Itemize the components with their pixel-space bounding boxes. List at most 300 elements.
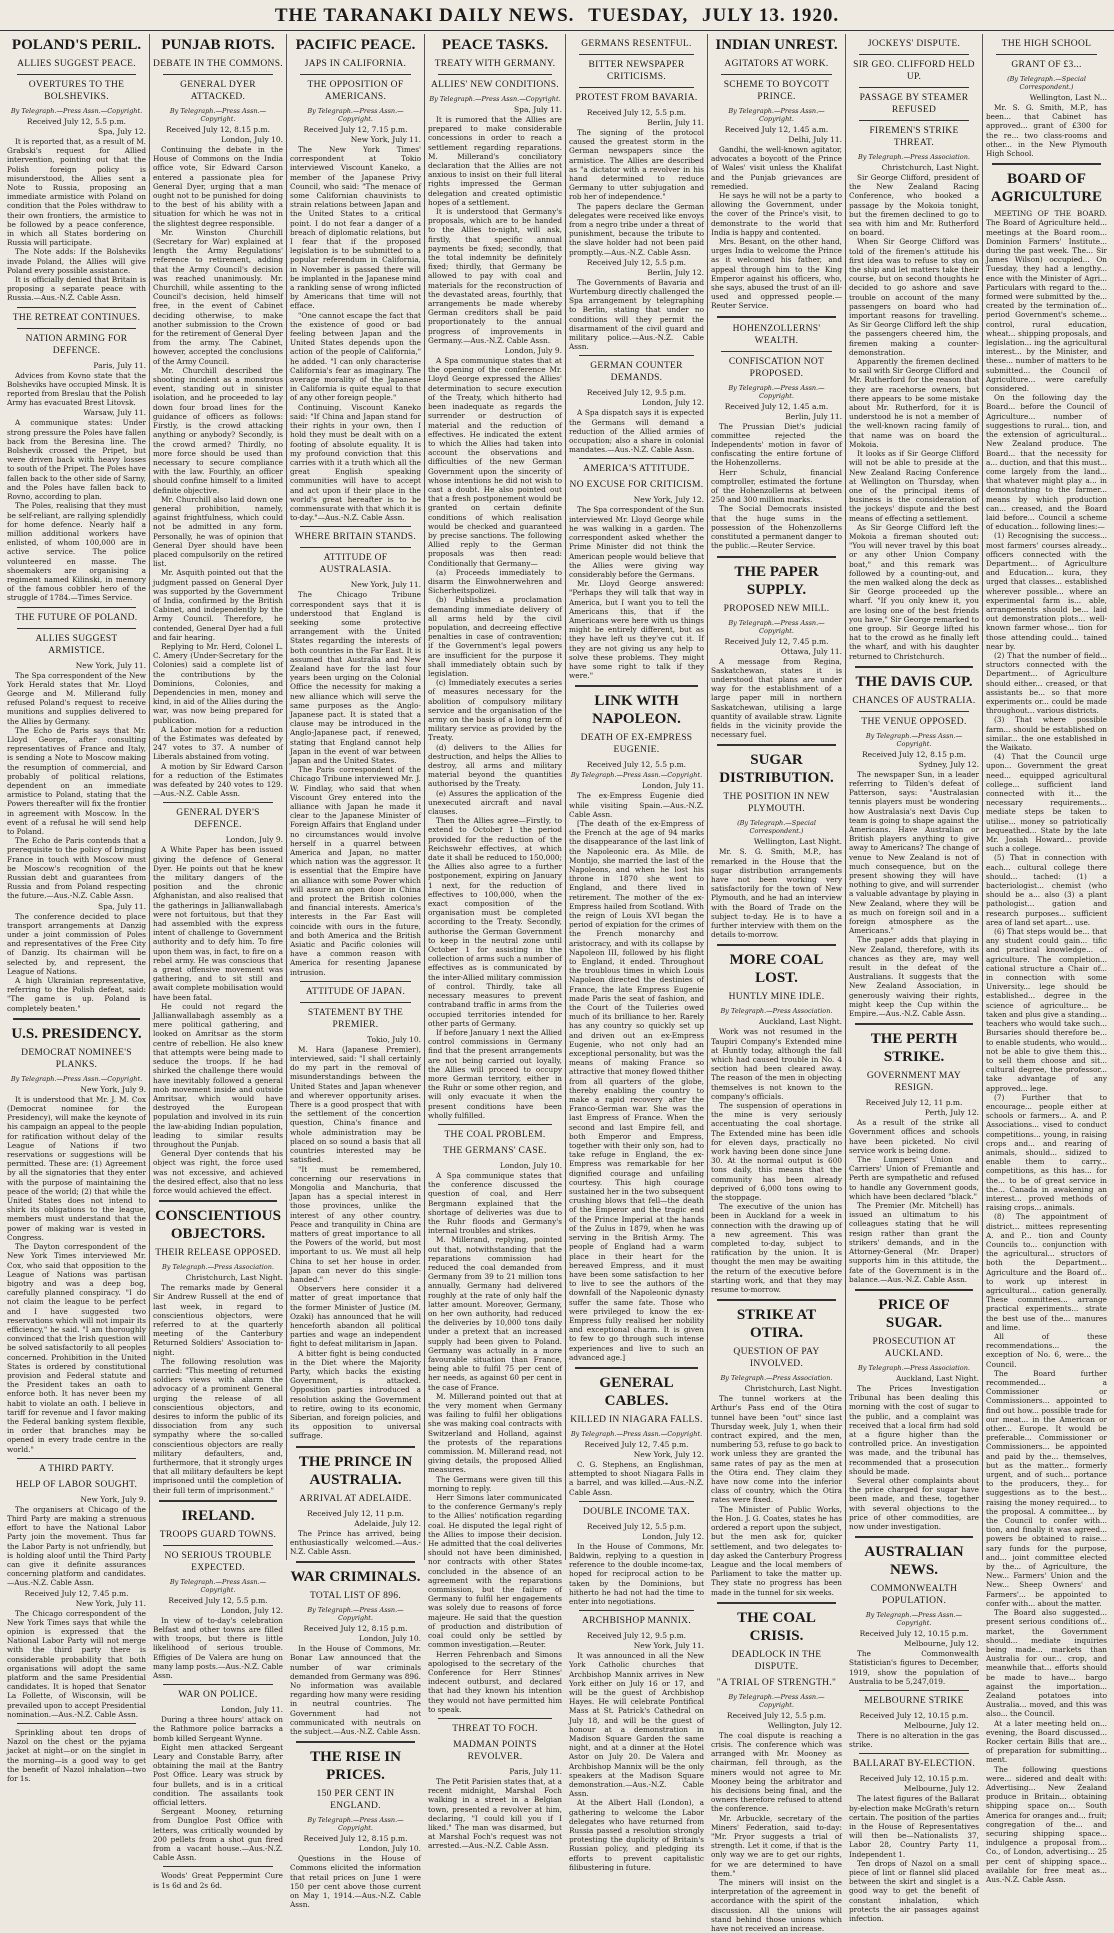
- subheadline: OVERTURES TO THE BOLSHEVIKS.: [28, 80, 125, 102]
- subheadline: NATION ARMING FOR DEFENCE.: [25, 333, 128, 356]
- byline-credit: By Telegraph.—Press Assn.—Copyright.: [728, 1692, 825, 1709]
- divider-rule: [296, 1561, 415, 1563]
- article-paragraph: M. Hara (Japanese Premier), interviewed, said: "I shall certainly do my part in the removal of misunderstandings between the United States and Japan whenever and wherever opportunity arises. There is a good prospect that with the settlement of the concertion question, China's finance and whole administration may be placed on so sound a basis that all countries interested may be satisfied.: [290, 1044, 421, 1165]
- subheadline: JOCKEYS' DISPUTE.: [867, 39, 961, 49]
- article-paragraph: (7) Further that to encourage... people either at schools or farmers... A. and P. Associations... vised to conduct competitions... young, in raising crops and... and rearing of animals, should... sidized to enable them to carry... competitions, as this has... for the... to be of great service in the... Canada in awakening an interest... proved methods of raising crops... animals.: [986, 1092, 1107, 1213]
- article-paragraph: The Board also suggested... present serious conditions of... market, the Government should... mediate inquiries being made... markets than Australia for our... crop, and meanwhile that... efforts should be made to have... bargo against the importation... Zealand potatoes into Australia... moved, and this was also... the Council.: [986, 1608, 1107, 1719]
- divider-rule: [438, 1718, 552, 1719]
- subheadline: THE GERMANS' CASE.: [443, 1145, 547, 1156]
- article-paragraph: The Chicago Tribune correspondent says that it is understood that England is seeking some protective arrangement with the United States regarding the interests of both countries in the Far East. It is assumed that Australia and New Zealand have for the last four years been urging on the Colonial Office the necessity for making a new alliance which will serve the same purposes as the Anglo-Japanese pact. It is stated that a clause may be introduced in the Anglo-Japanese pact, if renewed, stating that England cannot help Japan in the event of war between Japan and the United States.: [290, 590, 421, 765]
- article-paragraph: A Labor motion for a reduction of the Estimates was defeated by 247 votes to 37. A number of Liberals abstained from voting.: [153, 724, 283, 762]
- subheadline: HUNTLY MINE IDLE.: [728, 992, 825, 1003]
- article-paragraph: Sprinkling about ten drops of Nazol on the chest or the pyjama jacket at night—or on the singlet in the morning—is a good way to get the benefit of Nazol inhalation—two for 1s.: [7, 1728, 146, 1784]
- dateline: Ottawa, July 11.: [780, 646, 842, 656]
- article-paragraph: When Sir George Clifford was told of the firemen's attitude his first idea was to refuse to stay on the ship and let matters take their course, but on second thoughts he decided to go ashore and save trouble on account of the many passengers on board who had important reasons for travelling. As Sir George Clifford left the ship the passengers cheered him, the firemen making a counter-demonstration.: [849, 237, 979, 357]
- byline-credit: By Telegraph.—Press Association.: [720, 1007, 833, 1016]
- divider-rule: [855, 1289, 973, 1291]
- article-paragraph: The Social Democrats insisted that the huge sums in the possession of the Hohenzollerns constituted a permanent danger to the public.—Reuter Service.: [711, 504, 842, 551]
- subheadline: ALLIES' NEW CONDITIONS.: [431, 80, 559, 90]
- article-paragraph: The remarks made by General Sir Andrew Russell at the end of last week, in regard to conscientious objectors, were referred to at the quarterly meeting of the Canterbury Returned Soldiers' Association to-night.: [153, 1283, 283, 1357]
- subheadline: TREATY WITH GERMANY.: [434, 59, 556, 69]
- article-paragraph: A Spa dispatch says it is expected the Germans will demand a reduction of the Allied armies of occupation; also a share in colonial mandates.—Aus.-N.Z. Cable Assn.: [569, 408, 704, 455]
- article-paragraph: The executive of the union has been in Auckland for a week in connection with the drawing up of a new agreement. This was completed to-day, subject to ratification by the union. It is thought the men may be awaiting the return of the executive before starting work, and that they may resume to-morrow.: [711, 1202, 842, 1295]
- divider-rule: [992, 163, 1101, 165]
- dateline: Wellington, Last N...: [1029, 93, 1107, 102]
- article-paragraph: A White Paper has been issued giving the defence of General Dyer. He points out that he knew the military dangers of the position and the chronic Afghanistan, and also realised that the gatherings in Jallianwallabagh were not fortuitous, but that they had assembled with the express intent of challenge to Government authority and to defy him. To fire upon them was, in fact, to fire on a rebel army. He was conscious that a great offensive movement was gathering, and to sit still and await complete mobilisation would have been fatal.: [153, 845, 283, 1002]
- article-paragraph: Mr. Arbuckle, secretary of the Miners' Federation, said to-day: "Mr. Pryor suggests a trial of strength. Let it come, if that is the only way we are to get our rights, for we are determined to have them.": [711, 1813, 842, 1878]
- article-paragraph: A communique states: Under strong pressure the Poles have fallen back from the Beresina line. The Bolshevik crossed the Pripet, but were driven back with heavy losses to south of the Pripet. The Poles have fallen back to the other side of Sarny, and the Poles have fallen back to Rovno, according to plan.: [7, 418, 146, 502]
- headline: MORE COAL LOST.: [729, 952, 824, 987]
- headline: GENERAL CABLES.: [599, 1374, 674, 1409]
- subheadline: NO SERIOUS TROUBLE EXPECTED.: [164, 1550, 272, 1573]
- subheadline: QUESTION OF PAY INVOLVED.: [733, 1347, 820, 1370]
- subheadline: CONFISCATION NOT PROPOSED.: [728, 356, 825, 379]
- article-paragraph: C. G. Stephens, an Englishman, attempted to shoot Niagara Falls in a barrel, and was killed.—Aus.-N.Z. Cable Assn.: [569, 1459, 704, 1497]
- masthead-day: TUESDAY,: [588, 5, 689, 26]
- divider-rule: [300, 1002, 411, 1003]
- article-paragraph: It was announced in all the New York Catholic churches that Archbishop Mannix arrives in New York either on July 16 or 17, and will be the guest of Archbishop Hayes. He will celebrate Pontifical Mass at St. Patrick's Cathedral on July 18, and will be the guest of honour at a demonstration in Madison Square Garden the same night, and at a dinner at the Hotel Astor on July 20. De Valera and Archbishop Mannix will be the only speakers at the Madison Square demonstration.—Aus.-N.Z. Cable Assn.: [569, 1651, 704, 1799]
- subheadline: MELBOURNE STRIKE: [864, 1695, 964, 1706]
- columns: [4, 34, 1110, 1933]
- subheadline: TROOPS GUARD TOWNS.: [159, 1529, 277, 1540]
- subheadline: TOTAL LIST OF 896.: [309, 1591, 402, 1602]
- byline-credit: By Telegraph.—Press Association.: [720, 1374, 833, 1383]
- divider-rule: [296, 1446, 415, 1448]
- headline: PACIFIC PEACE.: [295, 37, 416, 53]
- divider-rule: [159, 1500, 277, 1502]
- received-time: Received July 12, 5.5 p.m.: [168, 1595, 268, 1605]
- divider-rule: [300, 74, 411, 75]
- subheadline: DEMOCRAT NOMINEE'S PLANKS.: [21, 1047, 132, 1070]
- byline-credit: By Telegraph.—Press Assn.—Copyright.: [10, 1074, 143, 1083]
- masthead-date: JULY 13. 1920.: [701, 5, 840, 26]
- article-paragraph: The latest figures of the Ballarat by-election make McGrath's return certain. The position of the parties in the House of Representatives will then be—Nationalists 37, Labor 28, Country Party 11, Independent 1.: [849, 1794, 979, 1859]
- subheadline: KILLED IN NIAGARA FALLS.: [570, 1414, 703, 1425]
- dateline: New York, July 11.: [75, 660, 146, 670]
- received-time: Received July 12, 7.45 p.m.: [584, 1439, 689, 1449]
- received-time: Received July 12, 5.5 p.m.: [586, 108, 687, 117]
- subheadline: THREAT TO FOCH.: [452, 1723, 538, 1734]
- divider-rule: [579, 1501, 694, 1502]
- dateline: Melbourne, July 12.: [903, 1720, 979, 1730]
- article-paragraph: Observers here consider it a matter of great importance that the former Minister of Justice (M. Ozaki) has announced that he will henceforth abandon all political parties and wage an independent fight to defeat militarism in Japan.: [290, 1284, 421, 1349]
- divider-rule: [855, 1023, 973, 1025]
- article-paragraph: He could not regard the Jallianwallabagh assembly as a mere political gathering, and looked on Amritsar as the storm centre of rebellion. He also knew that attempts were being made to seduce the troops. If he had shirked the challenge there would have inevitably followed a general mob movement inside and outside Amritsar, which would have destroyed the European population and involved in its ruin the law-abiding Indian population, leading to similar results throughout the Punjab.: [153, 1001, 283, 1149]
- dateline: Delhi, July 11.: [788, 135, 842, 144]
- masthead-title: THE TARANAKI DAILY NEWS.: [274, 5, 575, 26]
- divider-rule: [996, 54, 1097, 55]
- divider-rule: [17, 307, 136, 308]
- received-time: Received July 12, 5.5 p.m.: [26, 117, 127, 126]
- article-paragraph: A motion by Sir Edward Carson for a reduction of the Estimates was defeated by 240 votes to 129.—Aus.-N.Z. Cable Assn.: [153, 761, 283, 799]
- column-3: [287, 34, 425, 1910]
- divider-rule: [300, 526, 411, 527]
- divider-rule: [438, 74, 552, 75]
- divider-rule: [159, 1200, 277, 1202]
- dateline: Warsaw, July 11.: [83, 408, 146, 418]
- article-paragraph: It is reported that, as a result of M. Grabski's request for Allied intervention, pointing out that the Polish foreign policy is misunderstood, the Allies sent a Note to Russia, proposing an immediate armistice with Poland on condition that the Poles withdraw to their own frontiers, the armistice to be followed by a peace conference, in which all States bordering on Russia will participate.: [7, 137, 146, 248]
- subheadline: STATEMENT BY THE PREMIER.: [307, 1007, 404, 1030]
- dateline: Wellington, Last Night.: [753, 837, 842, 847]
- dateline: Paris, July 11.: [93, 360, 146, 370]
- article-paragraph: The tunnel workers at the Arthur's Pass end of the Otira tunnel have been "out" since last Thursday week, July 1, when their contract expired, and the men, numbering 53, refuse to go back to work unless they are granted the same rates of pay as the men at the Otira end. They claim they have now come into the inferior class of country, which the Otira rates were fixed.: [711, 1394, 842, 1505]
- headline: PEACE TASKS.: [441, 37, 549, 53]
- article-paragraph: Then the Allies agree—Firstly, to extend to October 1 the period provided for the reduction of the Reichswehr effectives, at which date it shall be reduced to 150,000; the Allies also agree to a further postponement, expiring on January 1 next, for the reduction of effectives to 100,000, when the exact composition of the organisation must be completed according to the Treaty. Secondly, authorise the German Government to keep in the neutral zone until October 1 for assisting in the collection of arms such a number of effectives as is communicated by the inter-Allied military commission of control. Thirdly, take all necessary measures to prevent contraband traffic in arms from the occupied territories intended for other parts of Germany.: [428, 816, 562, 1028]
- headline: IRELAND.: [181, 1507, 255, 1524]
- subheadline: AGITATORS AT WORK.: [724, 59, 829, 69]
- divider-rule: [717, 556, 836, 558]
- received-time: Received July 12, 10.15 p.m.: [859, 1774, 969, 1784]
- subheadline: ATTITUDE OF JAPAN.: [305, 986, 406, 997]
- article-paragraph: At the Albert Hall (London), a gathering to welcome the Labor delegates who have returned from Russia passed a resolution strongly protesting the duplicity of Britain's Russian policy, and pledging its efforts to prevent capitalistic filibustering in future.: [569, 1798, 704, 1872]
- headline: STRIKE AT OTIRA.: [736, 1307, 817, 1342]
- subheadline: DEATH OF EX-EMPRESS EUGENIE.: [580, 733, 693, 756]
- article-paragraph: MEETING OF THE BOARD. The Board of Agriculture held... meetings at the Board room... Dominion Farmers' Institute... during the past week. The... Sir James Wilson) occupied... On Tuesday, they had a lengthy... ence with the Minister of Agri... Particulars with regard to the... formed were submitted by the... created by the termination of... period Government's scheme... control, rural education, wheat... shipping proposals, and legislation... ing the agricultural interest... by the Minister, and these... number of matters to be submitted... the Council of Agriculture... were carefully considered.: [986, 209, 1107, 394]
- article-paragraph: The following resolution was carried: "This meeting of returned soldiers views with alarm the advocacy of a prominent General urging the release of all conscientious objectors, and desires to inform the public of its dissociation from any such sympathy where the so-called conscientious objectors are really military defaulters, and, furthermore, that it strongly urges that all military defaulters be kept imprisoned until the completion of their full term of imprisonment.": [153, 1356, 283, 1495]
- article-paragraph: The ex-Empress Eugenie died while visiting Spain.—Aus.-N.Z. Cable Assn.: [569, 791, 704, 819]
- byline-credit: By Telegraph.—Press Assn.—Copyright.: [570, 1429, 703, 1438]
- received-time: Received July 12, 10.15 p.m.: [859, 1629, 969, 1639]
- byline-credit: By Telegraph.—Press Association.: [858, 153, 970, 161]
- subheadline: CHANCES OF AUSTRALIA.: [852, 695, 976, 706]
- dateline: London, July 10.: [358, 1844, 421, 1854]
- headline: POLAND'S PERIL.: [11, 37, 142, 53]
- subheadline: THE OPPOSITION OF AMERICANS.: [307, 80, 404, 102]
- article-paragraph: (d) delivers to the Allies for destruction, and helps the Allies to destroy, all arms and military material beyond the quantities authorised by the Treaty.: [428, 742, 562, 789]
- article-paragraph: The Echo de Paris says that Mr. Lloyd George, after consulting representatives of France and Italy, is sending a Note to Moscow making the resumption of commercial, and probably of political relations, dependent on an immediate armistice to Poland, stating that the Powers thereafter will fix the frontier in agreement with Moscow. In the event of a refusal he will send help to Poland.: [7, 725, 146, 836]
- article-paragraph: "One cannot escape the fact that the existence of good or bad feeling between Japan and the United States depends upon the action of the people of California," he added. "I can only characterise California's fear as imaginary. The average morality of the Japanese in California is quite equal to that of any other foreign people.": [290, 310, 421, 403]
- article-paragraph: A bitter fight is being conducted in the Diet where the Majority Party, which backs the existing Government, is attacked. Opposition parties introduced a resolution asking the Government to retire, owing to its economic, Siberian, and foreign policies, and its opposition to universal suffrage.: [290, 1348, 421, 1441]
- byline-credit: By Telegraph.—Press Assn.—Copyright.: [728, 618, 825, 635]
- byline-credit: By Telegraph.—Press Assn.—Copyright.: [169, 1577, 267, 1594]
- article-paragraph: The paper adds that playing in New Zealand, therefore, with its chances as they are, may well result in the defeat of the Australians. It suggests that the New Zealand Association, in generously waiving their rights, might keep the Cup within the Empire.—Aus.-N.Z. Cable Assn.: [849, 935, 979, 1019]
- article-paragraph: The organisers at Chicago of the Third Party are making a strenuous effort to have the National Labor Party join the movement. Thus far the Labor Party is not unfriendly, but is holding aloof until the Third Party can give it definite assurances concerning platform and candidates.—Aus.-N.Z. Cable Assn.: [7, 1504, 146, 1588]
- received-time: Received July 12, 11 p.m.: [307, 1508, 404, 1518]
- subheadline: JAPS IN CALIFORNIA.: [304, 59, 407, 69]
- article-paragraph: Mr. S. G. Smith, M.P., has remarked in the House that the sugar distribution arrangements have not been working very satisfactorily for the town of New Plymouth, and he had an interview with the Board of Trade on the subject to-day. He is to have a further interview with them on the details to-morrow.: [711, 847, 842, 940]
- received-time: Received July 12, 7.45 p.m.: [724, 636, 829, 646]
- column-5: [566, 34, 708, 1872]
- headline: THE RISE IN PRICES.: [310, 1749, 401, 1784]
- subheadline: A THIRD PARTY.: [39, 1463, 114, 1474]
- subheadline: COMMONWEALTH POPULATION.: [870, 1584, 958, 1607]
- article-paragraph: The Paris correspondent of the Chicago Tribune interviewed Mr. J. W. Findlay, who said that when Viscount Grey entered into the alliance with Japan he made it clear to the Japanese Minister of Foreign Affairs that England under no circumstances would involve herself in a quarrel between America and Japan, no matter which nation was the aggressor. It is essential that the Empire have an alliance with some Power which will assure an open door in China and protect the British colonies and financial interests. America's interests in the Far East will coincide with ours in the future, and both America and the British Asiatic and Pacific colonies will have a common reason with America for resenting Japanese intrusion.: [290, 765, 421, 977]
- subheadline: SCHEME TO BOYCOTT PRINCE.: [723, 80, 830, 102]
- divider-rule: [163, 1545, 273, 1546]
- divider-rule: [575, 1367, 698, 1369]
- dateline: New York, July 11.: [350, 580, 421, 590]
- dateline: Perth, July 12.: [924, 1108, 979, 1118]
- article-paragraph: All of these recommendations... the exception of No. 6, were... the Council.: [986, 1332, 1107, 1369]
- divider-rule: [438, 1124, 552, 1125]
- headline: THE PERTH STRIKE.: [870, 1031, 958, 1066]
- dateline: London, July 11.: [641, 781, 704, 791]
- dateline: London, July 12.: [641, 1531, 704, 1541]
- article-paragraph: It is officially denied that Britain is proposing a separate peace with Russia.—Aus.-N.Z. Cable Assn.: [7, 275, 146, 303]
- article-paragraph: The Echo de Paris contends that a prerequisite to the policy of bringing France in touch with Moscow must be Moscow's recognition of the Russian debt and guarantees from Russia and from Poland respecting the future.—Aus.-N.Z. Cable Assn.: [7, 836, 146, 901]
- headline: U.S. PRESIDENCY.: [11, 1025, 142, 1042]
- subheadline: NO EXCUSE FOR CRITICISM.: [569, 480, 704, 491]
- divider-rule: [859, 1690, 969, 1691]
- column-4: [425, 34, 566, 1851]
- dateline: Berlin, July 11.: [647, 118, 704, 127]
- dateline: Auckland, Last Night.: [896, 1373, 979, 1383]
- dateline: New York, July 11.: [633, 1641, 704, 1651]
- divider-rule: [717, 1299, 836, 1301]
- article-paragraph: If before January 1 next the Allied control commissions in Germany find that the present arrangements are not being carried out loyally, the Allies will proceed to occupy more German territory, either in the Ruhr or some other region, and will only evacuate it when the present conditions have been wholly fulfilled.: [428, 1027, 562, 1120]
- dateline: Paris, July 11.: [509, 1766, 562, 1776]
- subheadline: GERMAN COUNTER DEMANDS.: [590, 361, 683, 384]
- article-paragraph: In view of to-day's celebration Belfast and other towns are filled with troops, but there is little likelihood of serious trouble. Effigies of De Valera are hung on many lamp posts.—Aus.-N.Z. Cable Assn.: [153, 1615, 283, 1681]
- byline-credit: By Telegraph.—Press Assn.—Copyright.: [307, 1816, 404, 1833]
- article-paragraph: Mr. Asquith pointed out that the judgment passed on General Dyer was supported by the Government of India, confirmed by the British Cabinet, and independently by the Army Council. Therefore, he contended, General Dyer had a full and fair hearing.: [153, 568, 283, 642]
- dateline: Berlin, July 11.: [785, 411, 842, 421]
- article-paragraph: The Lumpers' Union and Carriers' Union of Fremantle and Perth are sympathetic and refused to handle any Government goods, which have been declared "black.": [849, 1155, 979, 1201]
- divider-rule: [859, 87, 969, 88]
- dateline: Berlin, July 12.: [647, 267, 704, 277]
- column-8: [983, 34, 1110, 1884]
- divider-rule: [17, 74, 136, 75]
- dateline: Christchurch, Last Night.: [881, 163, 979, 172]
- article-paragraph: (1) Recognising the success... most farmers' courses already... officers connected with the Department... of Agriculture and Education... kura, they urged that classes... established wherever possible... where an experimental farm is... able, arrangements should be... laid out demonstration plots... well-known farmer whose... tion for those attending could... tained near by.: [986, 531, 1107, 651]
- article-paragraph: The Spa correspondent of the Sun interviewed Mr. Lloyd George while he was walking in a garden. The correspondent asked whether the Prime Minister did not think the American people would believe that the Allies were giving way considerably before the Germans.: [569, 505, 704, 579]
- headline: PUNJAB RIOTS.: [161, 37, 275, 53]
- column-7: [846, 34, 983, 1924]
- subheadline: GENERAL DYER ATTACKED.: [180, 80, 256, 102]
- article-paragraph: The Prince has arrived, being enthusiastically welcomed.—Aus.-N.Z. Cable Assn.: [290, 1528, 421, 1556]
- headline: SUGAR DISTRIBUTION.: [719, 752, 834, 787]
- received-time: Received July 12, 5.5 p.m.: [586, 760, 687, 770]
- headline: CONSCIENTIOUS OBJECTORS.: [155, 1208, 281, 1243]
- article-paragraph: Mrs. Besant, on the other hand, urges India to welcome the Prince as it welcomed his father, and appeal through him to the King Emperor against his officers, who, she says, abused the trust of an ill-used and oppressed people.—Reuter Service.: [711, 237, 842, 311]
- dateline: New York, July 9.: [80, 1494, 146, 1504]
- divider-rule: [717, 1602, 836, 1604]
- headline: WAR CRIMINALS.: [290, 1569, 421, 1586]
- subheadline: GERMANS RESENTFUL.: [581, 39, 692, 49]
- divider-rule: [17, 1458, 136, 1459]
- article-paragraph: The Spa correspondent of the New York Herald states that Mr. Lloyd George and M. Millerand fully refused Poland's request to receive munitions and supplies delivered to the Allies by Germany.: [7, 670, 146, 726]
- article-paragraph: Mr. S. G. Smith, M.P., has been... that Cabinet has approved... grant of £300 for the re... two class-rooms and other... in the New Plymouth High School.: [986, 103, 1107, 159]
- subheadline: PASSAGE BY STEAMER REFUSED: [859, 93, 969, 115]
- headline: THE PRINCE IN AUSTRALIA.: [298, 1453, 413, 1488]
- column-1: [4, 34, 150, 1784]
- article-paragraph: Mr. Winston Churchill (Secretary for War) explained at length the Army Regulations' reference to retirement, adding that the Army Council's decision was reached unanimously. Mr. Churchill, while assenting to the Council's decision, held himself free, in the event of Cabinet deciding otherwise, to make another submission to the Crown for the retirement of General Dyer from the army. The Cabinet, however, accepted the conclusions of the Army Council.: [153, 227, 283, 366]
- headline: THE DAVIS CUP.: [855, 673, 973, 690]
- article-paragraph: The following questions were... sidered and dealt with: Advertising... New Zealand produce in Britain... obtaining shipping space on... South America for oranges and... fruit; congregation of the... and securing shipping space... indulgence a proposal from... Co., of London, advertising... 25 per cent of shipping space... available for free meat as... Aus.-N.Z. Cable Assn.: [986, 1764, 1107, 1884]
- article-paragraph: The Commonwealth Statistician's figures to December, 1919, show the population of Australia to be 5,247,019.: [849, 1649, 979, 1686]
- dateline: Spa, July 11.: [514, 105, 562, 114]
- subheadline: GOVERNMENT MAY RESIGN.: [866, 1071, 962, 1094]
- dateline: Auckland, Last Night.: [759, 1017, 842, 1027]
- article-paragraph: The Board further recommended... a Commissioner or Commissioners... appointed to find out how... possible trade for our meat... in the American or other... Europe. It would be preferable... Commissioner or Commissioners... be appointed and paid by the... themselves, but as the matter... formerly urgent, and of such... portance to the producers, they... for suggestions as to the best... raising the money required... to the proposal. A committee... by the Council to confer with... tion, and finally it was agreed... powers be obtained to raise... sary funds for the purpose, and... joint committee elected by the... of Agriculture, the New... Farmers' Union and the New... Sheep Owners' and Farmers'... be appointed to confer with... about the matter.: [986, 1368, 1107, 1608]
- divider-rule: [859, 711, 969, 712]
- byline-credit: By Telegraph.—Press Assn.—Copyright.: [10, 107, 143, 115]
- headline: PRICE OF SUGAR.: [878, 1296, 950, 1331]
- byline-credit: By Telegraph.—Press Association.: [162, 1263, 274, 1272]
- article-paragraph: The suspension of operations in the mine is very seriously accentuating the coal shortage. The Extended mine has been idle for eleven days, practically no work having been done since June 30. At the normal output is 600 tons daily, this means that the community has been already deprived of 6,000 tons owing to the stoppage.: [711, 1100, 842, 1203]
- subheadline: BALLARAT BY-ELECTION.: [852, 1759, 976, 1770]
- subheadline: THE HIGH SCHOOL: [1001, 39, 1092, 49]
- article-paragraph: During a three hours' attack on the Rathmore police barracks a bomb killed Sergeant Wynne.: [153, 1715, 283, 1743]
- subheadline: DOUBLE INCOME TAX.: [582, 1506, 691, 1517]
- received-time: Received July 12, 1.45 a.m.: [724, 125, 829, 134]
- headline: BOARD OF AGRICULTURE: [990, 171, 1103, 206]
- received-time: Received July 12, 5.5 p.m.: [726, 1710, 827, 1720]
- received-time: Received July 12, 5.5 p.m.: [586, 1521, 687, 1531]
- dateline: London, July 12.: [220, 1605, 283, 1615]
- article-paragraph: The conference decided to place transport arrangements at Danzig under a joint commission of Poles and representatives of the Free City of Danzig. Its chairman will be selected by, and represent, the League of Nations.: [7, 911, 146, 976]
- byline-credit: By Telegraph.—Press Assn.—Copyright.: [429, 95, 561, 103]
- received-time: Received July 12, 8.15 p.m.: [166, 125, 270, 134]
- article-paragraph: It is rumored that the Allies are prepared to make considerable concessions in order to reach a settlement regarding reparations. M. Millerand's conciliatory declaration that the Allies are not anxious to insist on their full literal rights impressed the German delegation and created optimistic hopes of a settlement.: [428, 115, 562, 207]
- article-paragraph: Woods' Great Peppermint Cure is 1s 6d and 2s 6d.: [153, 1871, 283, 1890]
- divider-rule: [300, 981, 411, 982]
- article-paragraph: (c) Immediately executes a series of measures necessary for the abolition of compulsory military service and the organisation of the army on the basis of a long term of military service as provided by the Treaty.: [428, 678, 562, 743]
- article-paragraph: The New York Times' correspondent at Tokio interviewed Viscount Kaneko, a member of the Japanese Privy Council, who said: "The menace of some Californian chauvinists to strain relations between Japan and the United States to a critical point. I do not fear a danger of a breach of diplomatic relations, but I fear that if the proposed legislation is to be submitted to a popular referendum in California, in November is passed there will be implanted in the Japanese mind a rankling sense of wrong inflicted by Americans that time will not efface.: [290, 145, 421, 311]
- article-paragraph: The coal dispute is reaching a crisis. The conference which was arranged with Mr. Mooney as chairman, fell through, as the miners would not agree to Mr. Mooney being the arbitrator and his decisions being final, and the owners therefore refused to attend the conference.: [711, 1730, 842, 1814]
- received-time: Received July 12, 1.45 a.m.: [724, 401, 829, 411]
- received-time: Received July 12, 10.15 p.m.: [859, 1710, 969, 1720]
- article-paragraph: A Spa communique states that the conference discussed the question of coal, and Herr Bergmann explained that the shortage of deliveries was due to the Ruhr floods and Germany's internal troubles and strikes.: [428, 1170, 562, 1236]
- divider-rule: [579, 1610, 694, 1611]
- article-paragraph: Apparently the firemen declined to sail with Sir George Clifford and Mr. Rutherford for the reason that they are racehorse owners, but there appears to be some mistake about Mr. Rutherford, for it is understood he is not a member of the well-known racing family of that name was on board the Mokoia.: [849, 357, 979, 449]
- article-paragraph: Herr Simons later communicated to the conference Germany's reply to the Allies' notification regarding coal. He disputed the legal right of the Allies to impose their decision. He admitted that the coal deliveries should not have been diminished, nor contracts with other States concluded in the absence of an agreement with the reparations commission, but the failure of Germany to fulfil her engagements was solely due to reasons of force majeure. He said that the question of production and distribution of coal could only be settled by common investigation.—Reuter.: [428, 1493, 562, 1650]
- dateline: Wellington, July 12.: [767, 1720, 842, 1730]
- article-paragraph: (3) That where possible farm... should be established on similar... the one established in the Waikato.: [986, 715, 1107, 752]
- divider-rule: [13, 1018, 140, 1020]
- divider-rule: [579, 458, 694, 459]
- divider-rule: [17, 607, 136, 608]
- article-paragraph: As Sir George Clifford left the Mokoia a fireman shouted out: "You will never travel by this boat or any other Union Company boat," and this remark was followed by a counting-out, and the men walked along the deck as Sir George proceeded up the wharf. "If you only knew it, you are losing one of the best friends you have," Sir George remarked to one group. Sir George lifted his hat to the crowd as he finally left the wharf, and with his daughter returned to Christchurch.: [849, 522, 979, 661]
- article-paragraph: The Note adds: If the Bolsheviks invade Poland, the Allies will give Poland every possible assistance.: [7, 247, 146, 275]
- subheadline: FIREMEN'S STRIKE THREAT.: [869, 126, 959, 148]
- article-paragraph: He says he will not be a party to allowing the Government, under the cover of the Prince's visit, to demonstrate to the world that India is happy and contented.: [711, 191, 842, 237]
- dateline: London, July 9.: [225, 835, 283, 845]
- dateline: Spa, July 11.: [98, 901, 146, 911]
- article-paragraph: The Prices Investigation Tribunal has been dealing this morning with the cost of sugar to the public, and a complaint was received that a local firm had sold at a figure higher than the controlled price. An investigation was made, and the tribunal has recommended that a prosecution should be made.: [849, 1383, 979, 1476]
- article-paragraph: A Spa communique states that at the opening of the conference Mr. Lloyd George expressed the Allies' determination to secure execution of the Treaty, which hitherto had been inadequate as regards the surrender or destruction of material and the reduction of effectives. He indicated the extent to which the Allies had taken into account the observations and difficulties of the new German Government upon the sincerity of whose intentions he did not wish to cast a doubt. He also pointed out that a fresh postponement would be granted on certain definite conditions of which realisation would be checked and guaranteed by precise sanctions. The following Allied reply to the German proposals was then read: Conditionally that Germany—: [428, 356, 562, 568]
- article-paragraph: The Poles, realising that they must be self-reliant, are rallying splendidly for home defence. Nearly half a million additional workers have enlisted, of whom 100,000 are in active service. The police volunteered en masse. The shoemakers are organising a regiment named Kilinski, in memory of the famous cobbler hero of the struggle of 1784.—Times Service.: [7, 501, 146, 603]
- article-paragraph: The miners will insist on the interpretation of the agreement in accordance with the spirit of the discussion. All the unions will stand behind those unions which have not received an increase.: [711, 1877, 842, 1933]
- byline-credit: By Telegraph.—Press Assn.—Copyright.: [865, 1611, 963, 1628]
- divider-rule: [163, 802, 273, 803]
- byline-credit: By Telegraph.—Press Assn.—Copyright.: [728, 107, 825, 123]
- article-paragraph: (2) That the number of field... structors connected with the Department... of Agriculture should either... creased, or that assistants be... so that more experiments or... could be made throughout... various districts.: [986, 650, 1107, 716]
- article-paragraph: Replying to Mr. Herd, Colonel L. C. Amery (Under-Secretary for the Colonies) said a complete list of the contributions by the Dominions, Colonies, and Dependencies in men, money and kind, in aid of the Allies during the war, was now being prepared for publication.: [153, 641, 283, 725]
- divider-rule: [163, 74, 273, 75]
- article-paragraph: (5) That in connection with each... cultural college there should... tached: (1) a bacteriologist... chemist (who should be a... also (3) a plant pathologist... gation and research purposes... sufficient area of land set apart... use.: [986, 853, 1107, 927]
- dateline: New York, July 11.: [350, 135, 421, 144]
- article-paragraph: Several other complaints about the price charged for sugar have been made, and these, together with several objections to the price of other commodities, are now under investigation.: [849, 1475, 979, 1531]
- dateline: Christchurch, Last Night.: [185, 1273, 283, 1283]
- subheadline: PROPOSED NEW MILL.: [723, 603, 830, 614]
- headline: THE PAPER SUPPLY.: [734, 563, 819, 598]
- subheadline: AMERICA'S ATTITUDE.: [583, 464, 690, 475]
- article-paragraph: Continuing the debate in the House of Commons on the India office vote, Sir Edward Carson entered a passionate plea for General Dyer, urging that a man ought not to be punished for doing to the best of his ability with a situation for which he was not in the slightest degree responsible.: [153, 145, 283, 228]
- divider-rule: [300, 547, 411, 548]
- dateline: Christchurch, Last Night.: [744, 1384, 842, 1394]
- article-paragraph: (b) Publishes a proclamation demanding immediate delivery of all arms held by the civil population, and decreeing effective penalties in case of contravention; if the Government's legal powers are insufficient for the purpose it shall immediately obtain such by legislation.: [428, 595, 562, 678]
- received-time: Received July 12, 8.15 p.m.: [862, 749, 966, 759]
- received-time: Received July 12, 8.15 p.m.: [303, 1834, 408, 1844]
- article-paragraph: (a) Proceeds immediately to disarm the Einwohnerwehren and Sicherheitspolizei.: [428, 567, 562, 596]
- byline-credit: (By Telegraph.—Special Correspondent.): [737, 819, 816, 836]
- byline-credit: By Telegraph.—Press Assn.—Copyright.: [570, 771, 703, 780]
- article-paragraph: A message from Regina, Saskatchewan, states it is understood that plans are under way for the establishment of a large paper mill in northern Saskatchewan, utilising a large quantity of available straw. Lignite fields in the vicinity provide the necessary fuel.: [711, 656, 842, 740]
- byline-credit: By Telegraph.—Press Assn.—Copyright.: [865, 731, 963, 748]
- subheadline: ATTITUDE OF AUSTRALASIA.: [319, 553, 392, 576]
- article-paragraph: Sergeant Mooney, returning from Dungloe Post Office with letters, was critically wounded by 200 pellets from a shot gun fired from a vacant house.—Aus.-N.Z. Cable Assn.: [153, 1807, 283, 1863]
- byline-credit: By Telegraph.—Press Association.: [858, 1363, 970, 1372]
- divider-rule: [579, 54, 694, 55]
- article-paragraph: Work was not resumed in the Taupiri Company's Extended mine at Huntly today, although the fall which had caused trouble in No. 4 section had been cleared away. The reason of the men in objecting themselves is not known to the company's officials.: [711, 1027, 842, 1101]
- article-paragraph: (4) That the Council urge upon... Government the great need... equipped agricultural college... sufficient land connected with it... the necessary requirements... mediate steps be taken to utilise... money so patriotically bequeathed... State by the late Mr. Josiah Howard... provide such a college.: [986, 752, 1107, 854]
- received-time: Received July 12, 8.15 p.m.: [303, 1624, 408, 1634]
- received-time: Received July 12, 9.5 p.m.: [586, 1631, 687, 1641]
- article-paragraph: Continuing, Viscount Kaneko said: "If China and Japan stand for their rights in your own, then I hold they must be dealt with on a footing of absolute equality. It is my profound conviction that this carries with it a truth which all the great English speaking communities will have to accept and act upon if their place in the world's great hereafter is to be commensurate with that which it is to-day."—Aus.-N.Z. Cable Assn.: [290, 402, 422, 523]
- subheadline: THE COAL PROBLEM.: [444, 1129, 546, 1140]
- received-time: Received July 12, 7.15 p.m.: [303, 125, 408, 134]
- byline-credit: (By Telegraph.—Special Correspondent.): [1007, 75, 1086, 91]
- divider-rule: [859, 1753, 969, 1754]
- column-6: [708, 34, 846, 1933]
- divider-rule: [17, 1723, 136, 1724]
- headline: INDIAN UNREST.: [715, 37, 838, 53]
- divider-rule: [717, 944, 836, 946]
- article-paragraph: The Governments of Bavaria and Wurtemburg directly challenged the Spa arrangement by telegraphing to Berlin, stating that under no conditions will they permit the disarmament of the civil guard and military police.—Aus.-N.Z. Cable Assn.: [569, 277, 704, 352]
- article-paragraph: Mr. Churchill described the shooting incident as a monstrous event, standing out in sinister isolation, and he proceeded to lay down four broad lines for the guidance of officers as follows: Firstly, is the crowd attacking anything or anybody? Secondly, is the crowd armed? Thirdly, no more force should be used than necessary to secure compliance with the law. Fourthly, an officer should confine himself to a limited definite objective.: [153, 365, 283, 495]
- subheadline: ARCHBISHOP MANNIX.: [581, 1616, 692, 1627]
- received-time: Received July 12, 9.5 p.m.: [586, 388, 687, 398]
- article-paragraph: "It must be remembered, concerning our reservations in Mongolia and Manchuria, that Japan has a special interest in those provinces, unlike the interest of any other country. Peace and tranquility in China are matters of great importance to all the Powers of the world, but most important to us. We must all help China to set her house in order. Japan can never do this single-handed.": [290, 1164, 421, 1284]
- article-paragraph: It is understood that Mr. J. M. Cox (Democrat nominee for the Presidency), will make the keynote of his campaign an appeal to the people for ratification without delay of the League of Nations if two reservations or suggestions will be permitted. These are: (1) Agreement by all the signatories that they enter with the purpose of maintaining the peace of the world; (2) that while the United States does not intend to shirk its obligations to the league, members must understand that the power of making war is vested in Congress.: [7, 1094, 146, 1242]
- article-paragraph: In the House of Commons, Mr. Bonar Law announced that the number of war criminals demanded from Germany was 896. No information was available regarding how many were residing in neutral countries. The Government had not communicated with neutrals on the subject.—Aus.-N.Z. Cable Assn.: [290, 1644, 421, 1737]
- article-paragraph: The Chicago correspondent of the New York Times says that while the opinion is expressed that the National Labor Party will not merge with the third party there is considerable probability that both organisations will adopt the same platform and the same Presidential candidates. It is hoped that Senator La Follette, of Wisconsin, will be prevailed upon to accept Presidential nomination.—Aus.-N.Z. Cable Assn.: [7, 1608, 146, 1719]
- article-paragraph: At a later meeting held on... evening, the Board discussed... Rocker certain Bills that are... of preparation for submitting... ment.: [986, 1718, 1107, 1765]
- subheadline: ALLIES SUGGEST PEACE.: [17, 59, 136, 69]
- dateline: London, July 10.: [499, 1160, 562, 1170]
- article-paragraph: [The death of the ex-Empress of the French at the age of 94 marks the disappearance of the last link of the Napoleonic era. As Mlle. de Montijo, she married the last of the Napoleons, and when he lost his throne in 1870 she went to England, and there lived in retirement. The mother of the ex-Empress hailed from Scotland. With the reign of Louis XVI began the period of expiation for the crimes of the French monarchy and aristocracy, and with its collapse by Napoleon III, followed by his flight to England, it ended. Throughout the troublous times in which Louis Napoleon directed the destinies of France, the late Empress Eugenie made Paris the seat of fashion, and the Court of the Tuileries owed much of its brilliance to her. Rarely has any country so quickly set up and driven out an ex-Empress Eugenie, who not only had an exceptional personality, but was the means of making France so attractive that money flowed thither from all quarters of the globe, thereby enabling the country to make a rapid recovery after the Franco-German war. She was the last Empress of France. When the second and last Empire fell, and both Emperor and Empress, together with their only son, had to take refuge in England, the ex-Empress was remarkable for her dignified courage and unfailing courtesy. This high courage sustained her in the two subsequent crushing blows that fell—the death of the Emperor and the tragic end of the Prince Imperial at the hands of the Zulus in 1879, when he was serving in the British Army. The people of England had a warm place in their heart for the bereaved Empress, and it must have been some satisfaction to her to live to see the authors of the downfall of the Napoleonic dynasty suffer the same fate. Those who were privileged to know the ex-Empress fully realised her nobility and exceptional charm. It is given to few to go through such intense experiences and live to such an advanced age.]: [569, 818, 704, 1362]
- divider-rule: [717, 744, 836, 746]
- article-paragraph: M. Millerand pointed out that at the very moment when Germany was failing to fulfil her obligations she was making coal contracts with Switzerland and Holland, against the protests of the reparations commission. M. Millerand read, not giving details, the proposed Allied measures.: [428, 1391, 562, 1475]
- dateline: London, July 10.: [358, 1634, 421, 1644]
- column-2: [150, 34, 287, 1890]
- article-paragraph: M. Millerand, replying, pointed out that, notwithstanding that the reparations commission had reduced the coal demanded from Germany from 39 to 21 million tons annually, Germany had delivered roughly at the rate of only half the latter amount. Moreover, Germany, on her own authority, had reduced the deliveries by 10,000 tons daily under a pretext that an increased supply had been given to Poland. Germany was actually in a more favourable situation than France, being able to fulfil 75 per cent of her needs, as against 60 per cent in the case of France.: [428, 1235, 562, 1392]
- article-paragraph: The Germans were given till this morning to reply.: [428, 1474, 562, 1493]
- article-paragraph: A high Ukrainian representative, referring to the Polish defeat, said: "The game is up. Poland is completely beaten.": [7, 976, 146, 1013]
- headline: LINK WITH NAPOLEON.: [592, 693, 681, 728]
- divider-rule: [717, 316, 836, 318]
- subheadline: 150 PER CENT IN ENGLAND.: [316, 1789, 395, 1812]
- article-paragraph: In the House of Commons, Mr. Baldwin, replying to a question in reference to the double income-tax, hoped for reciprocal action to be taken by the Dominions, but hitherto he had not had the time to enter into negotiations.: [569, 1541, 704, 1606]
- article-paragraph: Mr. Churchill also laid down one general prohibition, namely, against frightfulness, which could not be admitted in any form. Personally, he was of opinion that General Dyer should have been placed compulsorily on the retired list.: [153, 494, 283, 569]
- dateline: Melbourne, July 12.: [903, 1639, 979, 1649]
- article-paragraph: (8) The appointment of district... mittees representing A. and P... tion and County Councils to... conjunction with the agricultural... structors of both the Department... Agriculture and the Board of... to work up interest in agricultural... cation generally. These committees... arrange practical experiments... strate the best use of the... manures and lime.: [986, 1212, 1107, 1332]
- subheadline: WHERE BRITAIN STANDS.: [294, 532, 417, 543]
- divider-rule: [721, 351, 832, 352]
- dateline: Melbourne, July 12.: [903, 1784, 979, 1794]
- subheadline: THEIR RELEASE OPPOSED.: [155, 1248, 281, 1259]
- article-paragraph: Sir George Clifford, president of the New Zealand Racing Conference, who booked a passage by the Mokoia tonight, but the firemen declined to go to sea with him and Mr. Rutherford on board.: [849, 173, 979, 238]
- dateline: Spa, July 12.: [98, 127, 146, 136]
- divider-rule: [721, 74, 832, 75]
- subheadline: ALLIES SUGGEST ARMISTICE.: [35, 633, 118, 656]
- received-time: Received July 12, 5.5 p.m.: [586, 257, 687, 267]
- article-paragraph: Mr. Lloyd George answered: "Perhaps they will talk that way in America, but I want you to tell the Americans this, that if the Americans were here with us things might be entirely different, but as they have left us they've cut it. If they are not giving us any help to solve these problems. They might have some right to talk if they were.": [569, 579, 704, 681]
- dateline: New York, July 12.: [633, 495, 704, 505]
- article-paragraph: It looks as if Sir George Clifford will not be able to preside at the New Zealand Racing Conference at Wellington on Thursday, when one of the principal items of business is the consideration of the jockeys' dispute and the best means of effecting a settlement.: [849, 449, 979, 523]
- dateline: New York, July 9.: [80, 1084, 146, 1094]
